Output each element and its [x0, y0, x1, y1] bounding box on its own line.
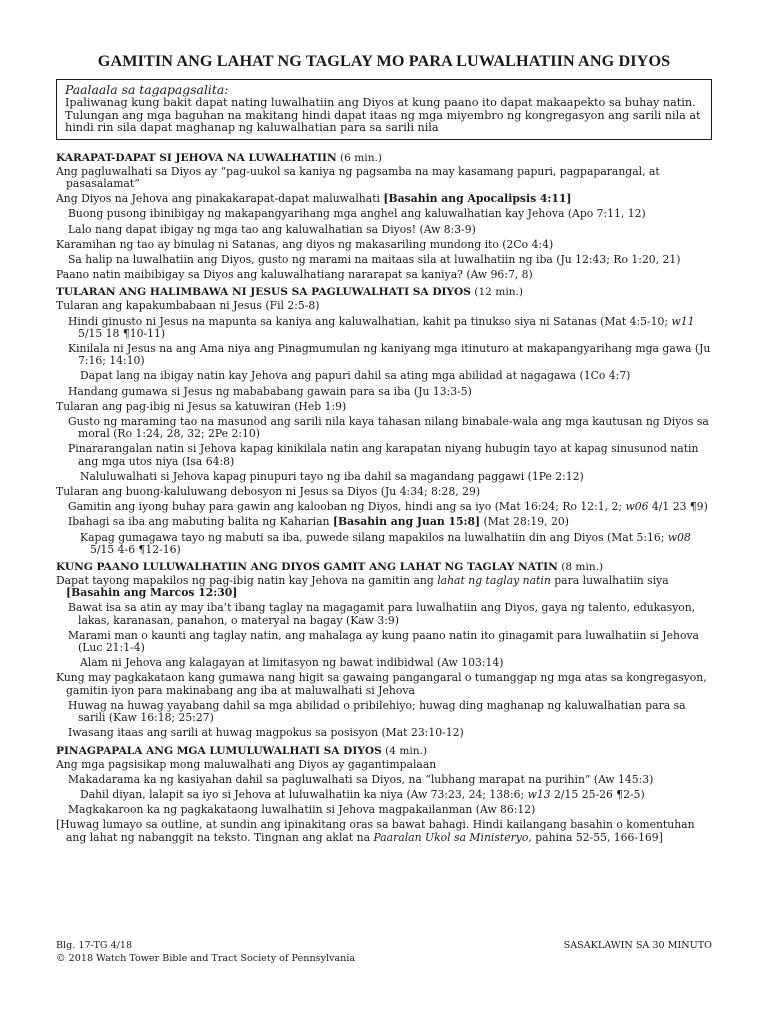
outline-point: [56, 759, 712, 771]
reference-italic: w06: [625, 500, 649, 514]
point-text: Gusto ng maraming tao na masunod ang sarili nila kaya tahasan nilang binabale-wala ang mga kautusan ng Diyos sa moral (Ro 1:24, 28, 32; 2Pe 2:10): [68, 415, 709, 441]
point-text: Iwasang itaas ang sarili at huwag magpokus sa posisyon (Mat 23:10-12): [68, 726, 464, 740]
section-heading: [56, 152, 712, 165]
page-footer: [56, 940, 712, 965]
outline-sections: [56, 152, 712, 844]
point-text: Ang pagluwalhati sa Diyos ay “pag-uukol sa kaniya ng pagsamba na may kasamang papuri, pagpaparangal, at pasasalamat”: [56, 164, 660, 190]
section-heading: [56, 561, 712, 574]
outline-section: [56, 286, 712, 556]
speaker-note-box: [56, 79, 712, 140]
outline-point: [56, 575, 712, 599]
section-time: (6 min.): [336, 151, 383, 164]
point-text: Ibahagi sa iba ang mabuting balita ng Kaharian: [68, 515, 333, 529]
point-text: Magkakaroon ka ng pagkakataong luwalhatiin si Jehova magpakailanman (Aw 86:12): [68, 803, 536, 817]
outline-point: [56, 269, 712, 281]
outline-point: [68, 727, 712, 739]
section-heading-text: KUNG PAANO LULUWALHATIIN ANG DIYOS GAMIT ANG LAHAT NG TAGLAY NATIN: [56, 561, 558, 574]
section-heading-text: TULARAN ANG HALIMBAWA NI JESUS SA PAGLUWALHATI SA DIYOS: [56, 286, 471, 299]
point-text: Kapag gumagawa tayo ng mabuti sa iba, puwede silang mapakilos na luwalhatiin din ang Diyos (Mat 5:16;: [80, 530, 668, 544]
outline-point: [68, 804, 712, 816]
point-text: Handang gumawa si Jesus ng mabababang gawain para sa iba (Ju 13:3-5): [68, 384, 472, 398]
point-text: Buong pusong ibinibigay ng makapangyarihang mga anghel ang kaluwalhatian kay Jehova (Apo 7:11, 12): [68, 207, 646, 221]
point-text: Lalo nang dapat ibigay ng mga tao ang kaluwalhatian sa Diyos! (Aw 8:3-9): [68, 222, 476, 236]
point-text: Dahil diyan, lalapit sa iyo si Jehova at luluwalhatiin ka niya (Aw 73:23, 24; 138:6;: [80, 787, 528, 801]
section-heading: [56, 745, 712, 758]
outline-point: [68, 343, 712, 367]
outline-point: [68, 700, 712, 724]
outline-point: [56, 486, 712, 498]
outline-point: [68, 254, 712, 266]
outline-point: [68, 630, 712, 654]
point-text: Karamihan ng tao ay binulag ni Satanas, ang diyos ng makasariling mundong ito (2Co 4:4): [56, 237, 554, 251]
footer-code: Blg. 17-TG 4/18: [56, 940, 133, 951]
outline-point: [56, 166, 712, 190]
section-heading-text: PINAGPAPALA ANG MGA LUMULUWALHATI SA DIYOS: [56, 744, 382, 757]
outline-section: [56, 745, 712, 844]
outline-point: [68, 501, 712, 513]
point-text: Kinilala ni Jesus na ang Ama niya ang Pinagmumulan ng kaniyang mga itinuturo at makapangyarihang mga gawa (Ju 7:16; 14:10): [68, 342, 711, 368]
point-text: [Huwag lumayo sa outline, at sundin ang ipinakitang oras sa bawat bahagi. Hindi kailangang basahin o komentuhan ang lahat ng nabanggit na teksto. Tingnan ang aklat na: [56, 818, 695, 844]
point-text: Tularan ang buong-kaluluwang debosyon ni Jesus sa Diyos (Ju 4:34; 8:28, 29): [56, 485, 481, 499]
outline-point: [68, 416, 712, 440]
outline-point: [56, 819, 712, 843]
outline-point: [80, 789, 712, 801]
section-time: (12 min.): [470, 286, 524, 299]
point-text: Sa halip na luwalhatiin ang Diyos, gusto ng marami na maitaas sila at luwalhatiin ng iba (Ju 12:43; Ro 1:20, 21): [68, 253, 681, 266]
outline-point: [80, 657, 712, 669]
point-text: Ang mga pagsisikap mong maluwalhati ang Diyos ay gagantimpalaan: [56, 757, 437, 771]
footer-copyright: © 2018 Watch Tower Bible and Tract Society of Pennsylvania: [56, 952, 356, 964]
point-text: Paano natin maibibigay sa Diyos ang kaluwalhatiang nararapat sa kaniya? (Aw 96:7, 8): [56, 268, 533, 282]
point-text: pahina 52-55, 166-169]: [531, 830, 663, 844]
outline-point: [56, 672, 712, 696]
point-text: Tularan ang pag-ibig ni Jesus sa katuwiran (Heb 1:9): [56, 399, 347, 413]
outline-point: [80, 370, 712, 382]
outline-point: [56, 401, 712, 413]
outline-point: [68, 774, 712, 786]
point-text: Bawat isa sa atin ay may iba’t ibang taglay na magagamit para luwalhatiin ang Diyos, gaya ng talento, edukasyon, lakas, karanasan, panahon, o materyal na bagay (Kaw 3:9): [68, 601, 696, 627]
scripture-reading: [Basahin ang Apocalipsis 4:11]: [383, 192, 572, 206]
point-text: 4/1 23 ¶9): [648, 500, 708, 514]
speaker-note-heading: Paalaala sa tagapagsalita:: [65, 82, 229, 97]
point-text: Huwag na huwag yayabang dahil sa mga abilidad o pribilehiyo; huwag ding maghanap ng kaluwalhatian para sa sarili (Kaw 16:18; 25:27): [68, 698, 686, 725]
outline-point: [80, 532, 712, 556]
point-text: Kung may pagkakataon kang gumawa nang higit sa gawaing pangangaral o tumanggap ng mga atas sa kongregasyon, gamitin iyon para makinabang ang iba at maluwalhati si Jehova: [56, 671, 707, 697]
point-text: Naluluwalhati si Jehova kapag pinupuri tayo ng iba dahil sa magandang paggawi (1Pe 2:12): [80, 469, 584, 483]
outline-point: [68, 316, 712, 340]
point-text: Alam ni Jehova ang kalagayan at limitasyon ng bawat indibidwal (Aw 103:14): [80, 656, 504, 670]
scripture-reading: [Basahin ang Marcos 12:30]: [66, 586, 238, 600]
point-text: 5/15 4-6 ¶12-16): [90, 542, 181, 556]
reference-italic: w13: [527, 787, 551, 801]
outline-point: [68, 516, 712, 528]
section-time: (4 min.): [381, 744, 428, 757]
section-time: (8 min.): [557, 561, 604, 574]
footer-duration: SASAKLAWIN SA 30 MINUTO: [563, 940, 712, 951]
point-text: Dapat tayong mapakilos ng pag-ibig natin kay Jehova na gamitin ang: [56, 574, 438, 588]
outline-section: [56, 152, 712, 282]
point-text: Hindi ginusto ni Jesus na mapunta sa kaniya ang kaluwalhatian, kahit pa tinukso siya ni Satanas (Mat 4:5-10;: [68, 314, 672, 328]
outline-page: [56, 52, 712, 849]
outline-point: [68, 224, 712, 236]
scripture-reading: [Basahin ang Juan 15:8]: [332, 515, 481, 529]
point-text: para luwalhatiin siya: [550, 574, 669, 588]
section-heading: [56, 286, 712, 299]
outline-point: [68, 443, 712, 467]
point-text: Marami man o kaunti ang taglay natin, ang mahalaga ay kung paano natin ito ginagamit para luwalhatiin si Jehova (Luc 21:1-4): [68, 628, 699, 655]
section-heading-text: KARAPAT-DAPAT SI JEHOVA NA LUWALHATIIN: [56, 151, 337, 164]
outline-point: [68, 208, 712, 220]
point-text: 2/15 25-26 ¶2-5): [550, 787, 645, 801]
reference-italic: w08: [667, 530, 691, 544]
speaker-note-text: Ipaliwanag kung bakit dapat nating luwalhatiin ang Diyos at kung paano ito dapat makaapekto sa buhay natin. Tulungan ang mga baguhan na makitang hindi dapat itaas ng mga miyembro ng kongregasyon ang sarili nila at hindi rin sila dapat maghanap ng kaluwalhatian para sa sarili nila: [65, 96, 701, 135]
point-text: (Mat 28:19, 20): [480, 515, 569, 529]
point-text: Gamitin ang iyong buhay para gawin ang kalooban ng Diyos, hindi ang sa iyo (Mat 16:24; Ro 12:1, 2;: [68, 500, 626, 514]
point-text: Makadarama ka ng kasiyahan dahil sa pagluwalhati sa Diyos, na “lubhang marapat na purihin” (Aw 145:3): [68, 772, 654, 786]
point-text: Pinararangalan natin si Jehova kapag kinikilala natin ang karapatan niyang hubugin tayo at kapag sinusunod natin ang mga utos niya (Isa 64:8): [68, 442, 699, 468]
point-text: Tularan ang kapakumbabaan ni Jesus (Fil 2:5-8): [56, 299, 320, 313]
outline-point: [56, 300, 712, 312]
outline-point: [56, 239, 712, 251]
point-text: 5/15 18 ¶10-11): [78, 326, 166, 340]
reference-italic: w11: [671, 314, 695, 328]
outline-point: [68, 386, 712, 398]
point-text: Ang Diyos na Jehova ang pinakakarapat-dapat maluwalhati: [56, 192, 384, 206]
outline-point: [56, 193, 712, 205]
reference-italic: Paaralan Ukol sa Ministeryo,: [373, 830, 532, 844]
point-text: Dapat lang na ibigay natin kay Jehova ang papuri dahil sa ating mga abilidad at nagagawa (1Co 4:7): [80, 369, 631, 383]
page-title: GAMITIN ANG LAHAT NG TAGLAY MO PARA LUWALHATIIN ANG DIYOS: [97, 52, 671, 70]
outline-section: [56, 561, 712, 739]
reference-italic: lahat ng taglay natin: [437, 574, 551, 588]
outline-point: [68, 602, 712, 626]
outline-point: [80, 471, 712, 483]
